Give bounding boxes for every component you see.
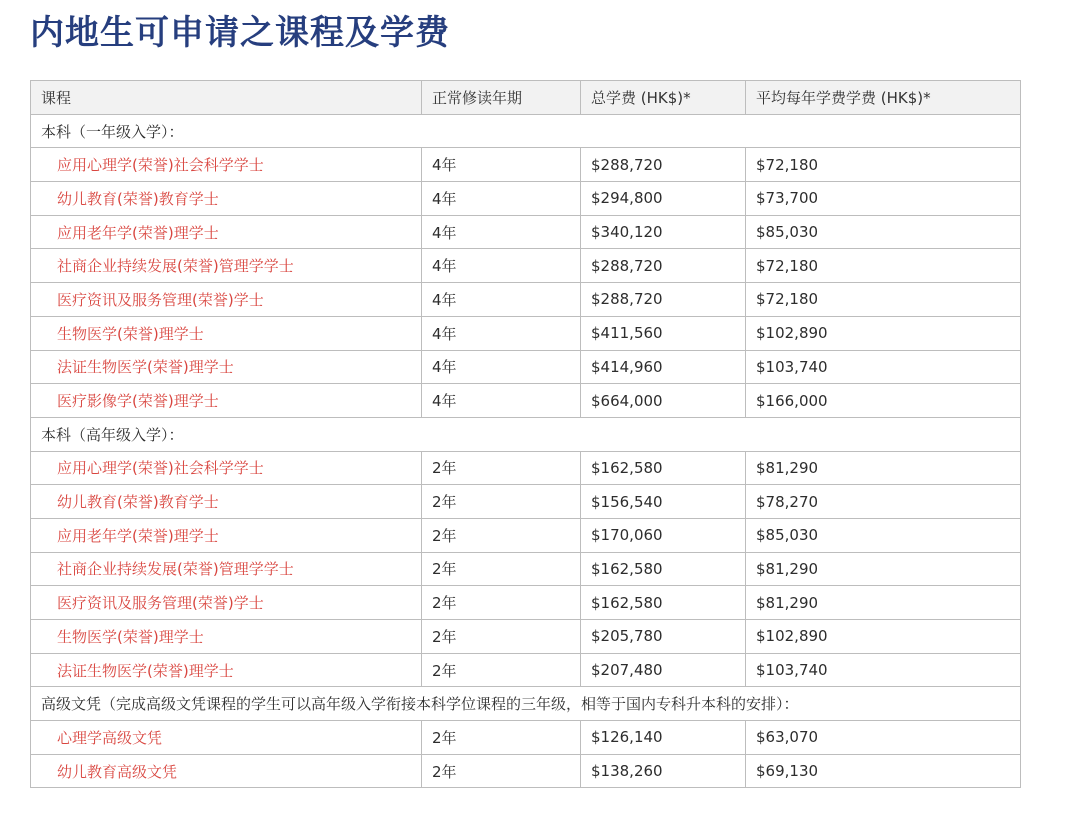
- duration-cell: 4年: [422, 249, 581, 283]
- annual-fee-cell: $78,270: [746, 485, 1021, 519]
- annual-fee-cell: $72,180: [746, 283, 1021, 317]
- course-link[interactable]: 社商企业持续发展(荣誉)管理学学士: [31, 552, 422, 586]
- course-link[interactable]: 幼儿教育高级文凭: [31, 754, 422, 788]
- table-row: [31, 485, 1021, 519]
- annual-fee-cell: $85,030: [746, 215, 1021, 249]
- annual-fee-cell: $63,070: [746, 721, 1021, 755]
- annual-fee-cell: $81,290: [746, 586, 1021, 620]
- total-fee-cell: $162,580: [581, 586, 746, 620]
- section-row: [31, 417, 1021, 451]
- total-fee-cell: $288,720: [581, 249, 746, 283]
- course-link[interactable]: 生物医学(荣誉)理学士: [31, 620, 422, 654]
- page-title: 内地生可申请之课程及学费: [30, 13, 450, 53]
- table-body: [31, 114, 1021, 788]
- table-row: [31, 552, 1021, 586]
- table-row: [31, 451, 1021, 485]
- course-link[interactable]: 应用心理学(荣誉)社会科学学士: [31, 148, 422, 182]
- total-fee-cell: $664,000: [581, 384, 746, 418]
- course-link[interactable]: 幼儿教育(荣誉)教育学士: [31, 485, 422, 519]
- duration-cell: 4年: [422, 215, 581, 249]
- course-link[interactable]: 生物医学(荣誉)理学士: [31, 316, 422, 350]
- duration-cell: 2年: [422, 754, 581, 788]
- total-fee-cell: $340,120: [581, 215, 746, 249]
- table-row: [31, 721, 1021, 755]
- total-fee-cell: $162,580: [581, 552, 746, 586]
- annual-fee-cell: $69,130: [746, 754, 1021, 788]
- duration-cell: 4年: [422, 316, 581, 350]
- section-label: 本科（一年级入学）：: [31, 114, 1021, 148]
- total-fee-cell: $288,720: [581, 283, 746, 317]
- total-fee-cell: $207,480: [581, 653, 746, 687]
- course-link[interactable]: 法证生物医学(荣誉)理学士: [31, 653, 422, 687]
- section-row: [31, 687, 1021, 721]
- annual-fee-cell: $72,180: [746, 148, 1021, 182]
- header-total-fee: 总学费 (HK$)*: [581, 81, 746, 115]
- annual-fee-cell: $102,890: [746, 620, 1021, 654]
- total-fee-cell: $414,960: [581, 350, 746, 384]
- table-row: [31, 249, 1021, 283]
- annual-fee-cell: $103,740: [746, 653, 1021, 687]
- annual-fee-cell: $81,290: [746, 451, 1021, 485]
- annual-fee-cell: $85,030: [746, 518, 1021, 552]
- table-row: [31, 653, 1021, 687]
- table-row: [31, 350, 1021, 384]
- table-row: [31, 283, 1021, 317]
- table-header: [31, 81, 1021, 115]
- duration-cell: 2年: [422, 518, 581, 552]
- annual-fee-cell: $81,290: [746, 552, 1021, 586]
- table-row: [31, 620, 1021, 654]
- total-fee-cell: $138,260: [581, 754, 746, 788]
- duration-cell: 2年: [422, 586, 581, 620]
- annual-fee-cell: $72,180: [746, 249, 1021, 283]
- course-link[interactable]: 应用心理学(荣誉)社会科学学士: [31, 451, 422, 485]
- duration-cell: 2年: [422, 451, 581, 485]
- section-row: [31, 114, 1021, 148]
- duration-cell: 2年: [422, 620, 581, 654]
- duration-cell: 2年: [422, 721, 581, 755]
- duration-cell: 2年: [422, 552, 581, 586]
- duration-cell: 4年: [422, 384, 581, 418]
- duration-cell: 2年: [422, 485, 581, 519]
- duration-cell: 2年: [422, 653, 581, 687]
- duration-cell: 4年: [422, 283, 581, 317]
- table-row: [31, 215, 1021, 249]
- table-row: [31, 316, 1021, 350]
- total-fee-cell: $162,580: [581, 451, 746, 485]
- table-row: [31, 518, 1021, 552]
- header-row: [31, 81, 1021, 115]
- table-row: [31, 148, 1021, 182]
- total-fee-cell: $205,780: [581, 620, 746, 654]
- total-fee-cell: $170,060: [581, 518, 746, 552]
- section-label: 高级文凭（完成高级文凭课程的学生可以高年级入学衔接本科学位课程的三年级，相等于国内专科升本科的安排）：: [31, 687, 1021, 721]
- total-fee-cell: $126,140: [581, 721, 746, 755]
- table-row: [31, 182, 1021, 216]
- duration-cell: 4年: [422, 350, 581, 384]
- course-link[interactable]: 应用老年学(荣誉)理学士: [31, 215, 422, 249]
- annual-fee-cell: $102,890: [746, 316, 1021, 350]
- annual-fee-cell: $166,000: [746, 384, 1021, 418]
- duration-cell: 4年: [422, 182, 581, 216]
- table-row: [31, 586, 1021, 620]
- total-fee-cell: $294,800: [581, 182, 746, 216]
- annual-fee-cell: $103,740: [746, 350, 1021, 384]
- table-row: [31, 754, 1021, 788]
- course-link[interactable]: 幼儿教育(荣誉)教育学士: [31, 182, 422, 216]
- course-link[interactable]: 法证生物医学(荣誉)理学士: [31, 350, 422, 384]
- total-fee-cell: $288,720: [581, 148, 746, 182]
- total-fee-cell: $411,560: [581, 316, 746, 350]
- course-link[interactable]: 社商企业持续发展(荣誉)管理学学士: [31, 249, 422, 283]
- header-annual-fee: 平均每年学费学费 (HK$)*: [746, 81, 1021, 115]
- course-link[interactable]: 医疗资讯及服务管理(荣誉)学士: [31, 586, 422, 620]
- course-link[interactable]: 心理学高级文凭: [31, 721, 422, 755]
- section-label: 本科（高年级入学）：: [31, 417, 1021, 451]
- course-link[interactable]: 医疗影像学(荣誉)理学士: [31, 384, 422, 418]
- fees-table: [30, 80, 1021, 788]
- annual-fee-cell: $73,700: [746, 182, 1021, 216]
- header-course: 课程: [31, 81, 422, 115]
- total-fee-cell: $156,540: [581, 485, 746, 519]
- duration-cell: 4年: [422, 148, 581, 182]
- course-link[interactable]: 应用老年学(荣誉)理学士: [31, 518, 422, 552]
- course-link[interactable]: 医疗资讯及服务管理(荣誉)学士: [31, 283, 422, 317]
- table-row: [31, 384, 1021, 418]
- header-duration: 正常修读年期: [422, 81, 581, 115]
